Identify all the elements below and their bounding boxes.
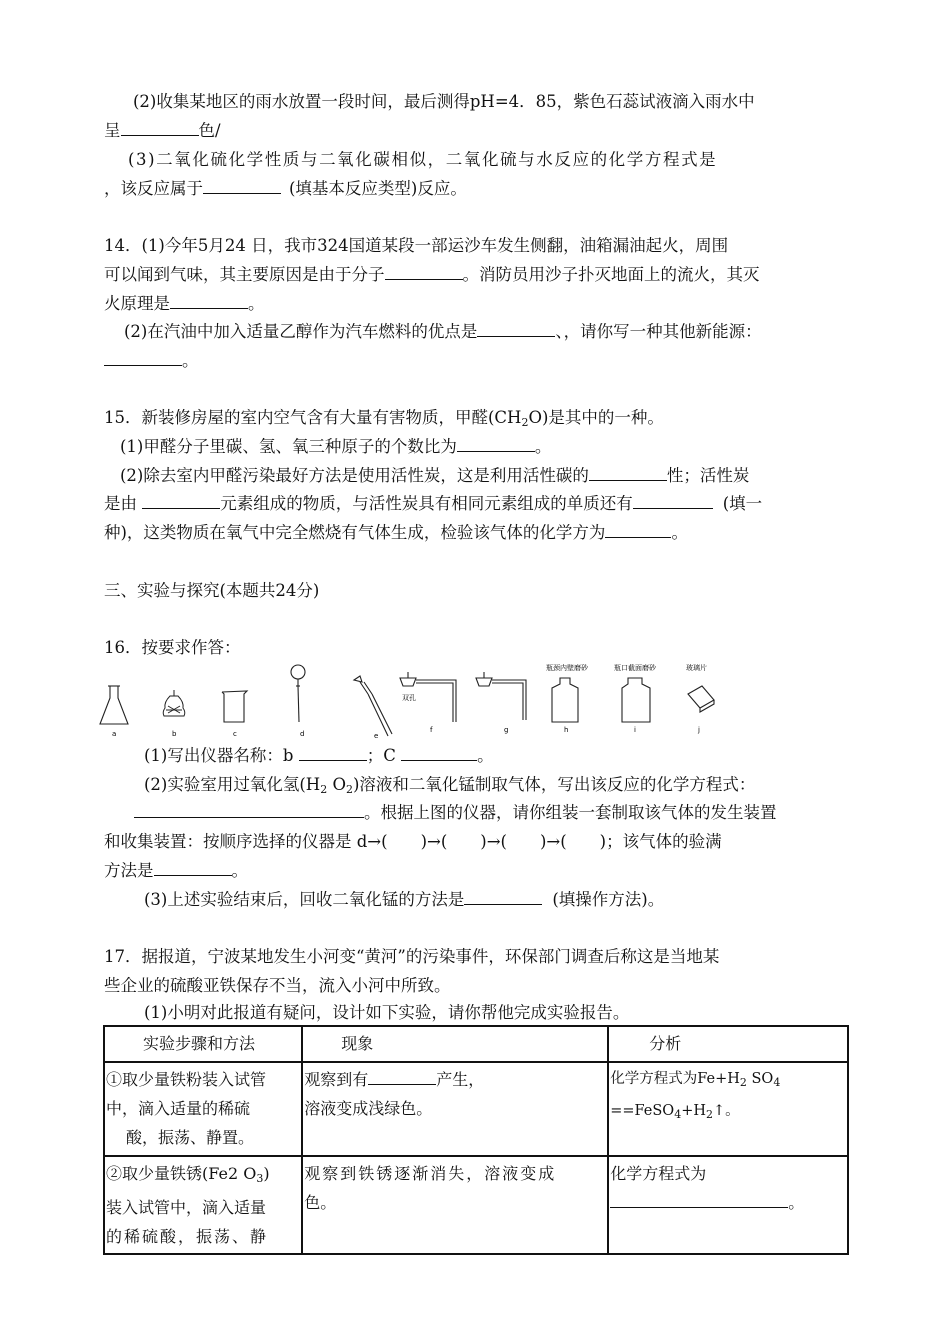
- q13-text: (3)二氧化硫化学性质与二氧化碳相似，二氧化硫与水反应的化学方程式是: [128, 150, 718, 169]
- answer-blank[interactable]: [368, 1070, 436, 1085]
- q15-text: (2)除去室内甲醛污染最好方法是使用活性炭，这是利用活性碳的: [120, 466, 589, 485]
- q14-text: 14．(1)今年5月24 日，我市324国道某段一部运沙车发生侧翻，油箱漏油起火，周围: [104, 236, 729, 255]
- cell-line: [304, 1065, 606, 1094]
- q15-text: 15．新装修房屋的室内空气含有大量有害物质，甲醛(CH: [104, 408, 522, 427]
- q14-text: 。: [248, 294, 265, 313]
- header-phenomenon: 现象: [302, 1026, 608, 1062]
- label-g: g: [504, 726, 509, 734]
- answer-blank[interactable]: [203, 179, 281, 194]
- q16-line3: [134, 803, 879, 823]
- q16-text: (3)上述实验结束后，回收二氧化锰的方法是: [144, 890, 465, 909]
- q17-line3: (1)小明对此报道有疑问，设计如下实验，请你帮他完成实验报告。: [144, 1003, 630, 1022]
- q15-line3: [120, 466, 865, 486]
- answer-blank[interactable]: [477, 322, 555, 337]
- row2-analysis: [608, 1156, 848, 1254]
- q15-text: 是由: [104, 494, 137, 513]
- q16-text: (2)实验室用过氧化氢(H: [144, 775, 321, 794]
- label-b: b: [172, 730, 177, 738]
- q15-line5: [104, 523, 849, 543]
- q13-part2-line1: [133, 92, 878, 112]
- wide-mouth-bottle-icon: [622, 678, 650, 722]
- glass-plate-icon: [688, 686, 714, 712]
- answer-blank[interactable]: [605, 523, 671, 538]
- answer-blank[interactable]: [633, 494, 713, 509]
- q15-text: (填一: [722, 494, 763, 513]
- subscript: 3: [256, 1172, 264, 1185]
- alcohol-lamp-icon: [163, 690, 185, 716]
- q15-text: 。: [534, 437, 552, 456]
- cell-text: ↑。: [712, 1103, 740, 1119]
- q15-text: 性；活性炭: [666, 466, 750, 485]
- answer-blank[interactable]: [589, 466, 667, 481]
- q16-line5: [104, 861, 849, 881]
- long-neck-funnel-icon: [291, 665, 305, 722]
- subscript: 4: [773, 1076, 781, 1089]
- q14-text: 、，请你写一种其他新能源：: [555, 322, 762, 341]
- section-heading: 三、实验与探究(本题共24分): [104, 581, 320, 600]
- label-e: e: [374, 732, 379, 740]
- header-steps: 实验步骤和方法: [104, 1026, 302, 1062]
- q16-text: 。: [477, 746, 494, 765]
- q13-part2-line2: [104, 121, 849, 141]
- q15-text: 。: [671, 523, 688, 542]
- subscript: 2: [739, 1076, 747, 1089]
- q14-text: (2)在汽油中加入适量乙醇作为汽车燃料的优点是: [124, 322, 478, 341]
- q16-text: )溶液和二氧化锰制取气体，写出该反应的化学方程式：: [352, 775, 756, 794]
- label-h: h: [564, 726, 569, 734]
- q15-line1: [104, 408, 849, 433]
- row1-phenomenon: [302, 1062, 608, 1156]
- i-top-label: 瓶口截面磨砂: [614, 664, 656, 672]
- cell-text: 化学方程式为Fe+H: [610, 1071, 740, 1087]
- answer-blank[interactable]: [385, 265, 463, 280]
- q16-text: 方法是: [104, 861, 154, 880]
- single-hole-stopper-icon: [476, 672, 526, 720]
- q16-text: ；C: [366, 746, 396, 765]
- experiment-report-table: [103, 1025, 849, 1255]
- answer-blank[interactable]: [457, 437, 535, 452]
- q14-text: 。: [182, 351, 199, 370]
- subscript: 2: [521, 416, 529, 429]
- q16-line4: 和收集装置：按顺序选择的仪器是 d→( )→( )→( )→( )；该气体的验满: [104, 832, 722, 851]
- q14-text: 可以闻到气味，其主要原因是由于分子: [104, 265, 385, 284]
- q13-text: (2)收集某地区的雨水放置一段时间，最后测得pH=4．85，紫色石蕊试液滴入雨水中: [133, 92, 755, 111]
- conical-flask-icon: [100, 686, 128, 724]
- q14-line4: [124, 322, 869, 342]
- q16-heading: 16．按要求作答：: [104, 638, 241, 657]
- label-c: c: [233, 730, 237, 738]
- cell-line: 装入试管中，滴入适量: [106, 1198, 267, 1217]
- subscript: 2: [345, 783, 353, 796]
- cell-text: ): [263, 1164, 270, 1183]
- q17-line2: 些企业的硫酸亚铁保存不当，流入小河中所致。: [104, 976, 451, 995]
- cell-line: 溶液变成浅绿色。: [304, 1099, 433, 1118]
- q16-line1: [144, 746, 889, 766]
- q13-text: 呈: [104, 121, 121, 140]
- subscript: 2: [705, 1108, 713, 1121]
- q14-text: 火原理是: [104, 294, 170, 313]
- cell-text: ==FeSO: [610, 1103, 675, 1119]
- q15-text: 种)，这类物质在氧气中完全燃烧有气体生成，检验该气体的化学方为: [104, 523, 606, 542]
- q15-line4: [104, 494, 849, 514]
- cell-line: 的稀硫酸，振荡、静: [106, 1227, 269, 1246]
- label-f: f: [430, 726, 433, 734]
- cell-text: 。: [788, 1193, 805, 1212]
- cell-line: 色。: [304, 1193, 337, 1212]
- cell-text: ②取少量铁锈(Fe2 O: [106, 1164, 257, 1183]
- answer-blank[interactable]: [134, 803, 364, 818]
- answer-blank[interactable]: [142, 494, 220, 509]
- cell-line: [610, 1065, 846, 1097]
- cell-text: +H: [681, 1103, 706, 1119]
- q17-line1: 17．据报道，宁波某地发生小河变“黄河”的污染事件，环保部门调查后称这是当地某: [104, 947, 720, 966]
- cell-line: [106, 1159, 300, 1193]
- cell-line: 中，滴入适量的稀硫: [106, 1099, 251, 1118]
- apparatus-figure: [98, 660, 738, 740]
- j-top-label: 玻璃片: [686, 664, 707, 672]
- header-analysis: 分析: [608, 1026, 848, 1062]
- gas-bottle-icon: [552, 678, 578, 722]
- q16-line6: [144, 890, 889, 910]
- q16-line2: [144, 775, 889, 800]
- cell-text: 观察到有: [304, 1070, 369, 1089]
- q16-text: (填操作方法)。: [552, 890, 665, 909]
- q16-text: 。根据上图的仪器，请你组装一套制取该气体的发生装置: [364, 803, 777, 822]
- subscript: 4: [674, 1108, 682, 1121]
- label-d: d: [300, 730, 305, 738]
- q14-text: 。消防员用沙子扑灭地面上的流火，其灭: [462, 265, 760, 284]
- answer-blank[interactable]: [121, 121, 199, 136]
- subscript: 2: [320, 783, 328, 796]
- q16-text: (1)写出仪器名称：b: [144, 746, 294, 765]
- row1-steps: [104, 1062, 302, 1156]
- q13-text: 色/: [198, 121, 221, 140]
- q16-text: 。: [231, 861, 248, 880]
- answer-blank[interactable]: [170, 294, 248, 309]
- q14-line5: [104, 351, 849, 371]
- cell-line: [610, 1097, 846, 1129]
- q13-text: (填基本反应类型)反应。: [289, 179, 467, 198]
- q13-part3-line2: [104, 179, 849, 199]
- q13-text: ，该反应属于: [104, 179, 203, 198]
- beaker-icon: [222, 691, 247, 722]
- q15-line2: [120, 437, 865, 457]
- cell-line: ①取少量铁粉装入试管: [106, 1070, 267, 1089]
- answer-blank[interactable]: [154, 861, 232, 876]
- cell-line: 观察到铁锈逐渐消失，溶液变成: [304, 1164, 557, 1183]
- answer-blank[interactable]: [401, 746, 477, 761]
- label-j: j: [698, 726, 700, 734]
- answer-blank[interactable]: [610, 1193, 788, 1208]
- label-a: a: [112, 730, 117, 738]
- q14-line1: [104, 236, 849, 256]
- table-row: [104, 1156, 848, 1254]
- delivery-tube-icon: [354, 676, 392, 736]
- table-row: [104, 1062, 848, 1156]
- h-top-label: 瓶颈内壁磨砂: [546, 664, 588, 672]
- table-header-row: [104, 1026, 848, 1062]
- cell-text: 产生，: [436, 1070, 485, 1089]
- answer-blank[interactable]: [104, 351, 182, 366]
- q15-text: (1)甲醛分子里碳、氢、氧三种原子的个数比为: [120, 437, 457, 456]
- q16-text: O: [327, 775, 346, 794]
- answer-blank[interactable]: [464, 890, 542, 905]
- q14-line2: [104, 265, 849, 285]
- q13-part3-line1: [128, 150, 873, 170]
- row2-phenomenon: [302, 1156, 608, 1254]
- row1-analysis: [608, 1062, 848, 1156]
- label-i: i: [634, 726, 636, 734]
- q14-line3: [104, 294, 849, 314]
- cell-text: SO: [746, 1071, 774, 1087]
- q15-text: 元素组成的物质，与活性炭具有相同元素组成的单质还有: [220, 494, 633, 513]
- q15-text: O)是其中的一种。: [528, 408, 664, 427]
- cell-line: 化学方程式为: [610, 1164, 707, 1183]
- cell-line: 酸，振荡、静置。: [126, 1128, 255, 1147]
- cell-line: [610, 1188, 846, 1217]
- double-hole-label: 双孔: [402, 694, 416, 702]
- row2-steps: [104, 1156, 302, 1254]
- answer-blank[interactable]: [299, 746, 367, 761]
